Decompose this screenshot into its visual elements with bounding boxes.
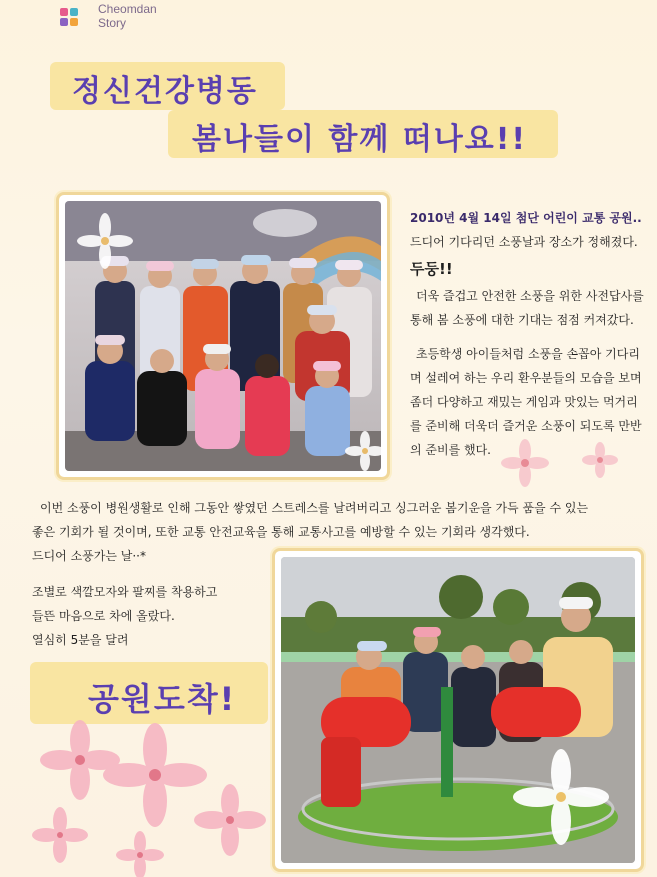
lower-text [32,580,272,652]
park-photo-image [281,557,635,863]
intro-para2-line3: 좀더 다양하고 재밌는 게임과 맛있는 먹거리 [410,395,638,409]
brand-line1: Cheomdan [98,2,157,16]
lower-line2: 들뜬 마음으로 차에 올랐다. [32,609,175,623]
lower-line3: 열심히 5분을 달려 [32,633,129,647]
brand-logo [60,2,190,36]
page-title-line1: 정신건강병동 [72,74,258,109]
middle-line3: 드디어 소풍가는 날··* [32,549,146,563]
middle-line1: 이번 소풍이 병원생활로 인해 그동안 쌓였던 스트레스를 날려버리고 싱그러운 봄기운을 가득 품을 수 있는 [40,501,589,515]
intro-para2-line2: 며 설레여 하는 우리 환우분들의 모습을 보며 [410,371,642,385]
pink-flower-icon [495,438,555,488]
brand-line2: Story [98,16,127,30]
page-title-line2: 봄나들이 함께 떠나요!! [192,122,528,157]
pink-flower-icon [580,440,620,480]
logo-squares-icon [60,8,80,28]
intro-text [410,206,657,462]
intro-para2-line5: 의 준비를 했다. [410,443,491,457]
middle-line2: 좋은 기회가 될 것이며, 또한 교통 안전교육을 통해 교통사고를 예방할 수 있는 기회라 생각했다. [32,525,530,539]
intro-para1-line1: 더욱 즐겁고 안전한 소풍을 위한 사전답사를 [416,289,644,303]
group-photo [65,201,381,471]
intro-exclaim: 두둥!! [410,260,453,278]
intro-para2-line1: 초등학생 아이들처럼 소풍을 손꼽아 기다리 [416,347,640,361]
intro-date-line: 2010년 4월 14일 첨단 어린이 교통 공원.. [410,211,642,225]
intro-para1-line2: 통해 봄 소풍에 대한 기대는 점점 커져갔다. [410,313,634,327]
group-photo-frame [56,192,390,480]
lower-line1: 조별로 색깔모자와 팔찌를 착용하고 [32,585,218,599]
intro-para2-line4: 를 준비해 더욱더 즐거운 소풍이 되도록 만반 [410,419,642,433]
arrival-title: 공원도착! [88,680,237,718]
pink-flower-cluster [20,720,270,877]
brand-name [98,2,157,30]
park-photo [281,557,635,863]
park-photo-frame [272,548,644,872]
intro-line2: 드디어 기다리던 소풍날과 장소가 정해졌다. [410,235,638,249]
group-photo-image [65,201,381,471]
